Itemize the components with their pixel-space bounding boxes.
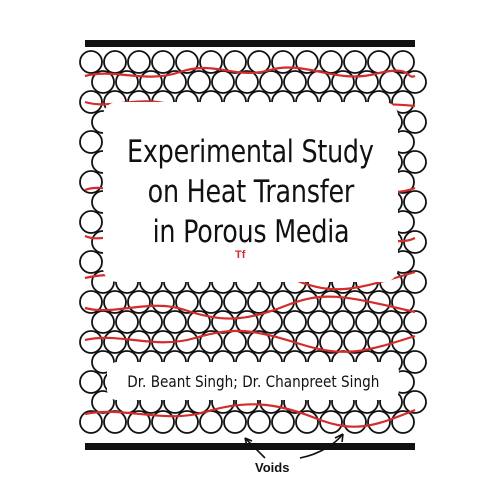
book-title-line-2: on Heat Transfer — [147, 174, 354, 210]
fluid-temperature-label: Tf — [235, 249, 246, 261]
particle-circle — [236, 311, 258, 333]
top-bar — [85, 40, 415, 47]
particle-circle — [248, 291, 270, 313]
particle-circle — [152, 291, 174, 313]
particle-circle — [80, 171, 102, 193]
particle-circle — [296, 331, 318, 353]
particle-circle — [404, 111, 426, 133]
particle-circle — [80, 331, 102, 353]
particle-circle — [92, 311, 114, 333]
particle-circle — [380, 311, 402, 333]
particle-circle — [200, 411, 222, 433]
particle-circle — [272, 411, 294, 433]
particle-circle — [80, 51, 102, 73]
particle-circle — [212, 71, 234, 93]
author-panel — [107, 362, 399, 400]
particle-circle — [404, 151, 426, 173]
voids-label: Voids — [255, 460, 290, 475]
particle-circle — [104, 411, 126, 433]
particle-circle — [260, 71, 282, 93]
particle-circle — [404, 351, 426, 373]
particle-circle — [404, 191, 426, 213]
particle-circle — [404, 311, 426, 333]
particle-circle — [224, 291, 246, 313]
particle-circle — [404, 391, 426, 413]
particle-circle — [224, 411, 246, 433]
particle-circle — [80, 91, 102, 113]
particle-circle — [140, 311, 162, 333]
particle-circle — [212, 311, 234, 333]
particle-circle — [284, 71, 306, 93]
particle-circle — [80, 251, 102, 273]
particle-circle — [80, 211, 102, 233]
particle-circle — [104, 331, 126, 353]
particle-circle — [128, 291, 150, 313]
particle-circle — [236, 71, 258, 93]
particle-circle — [116, 311, 138, 333]
particle-circle — [224, 331, 246, 353]
particle-circle — [332, 311, 354, 333]
particle-circle — [320, 291, 342, 313]
particle-circle — [320, 51, 342, 73]
particle-circle — [188, 71, 210, 93]
particle-circle — [344, 411, 366, 433]
particle-circle — [380, 71, 402, 93]
book-title-line-3: in Porous Media — [152, 214, 349, 250]
particle-circle — [152, 51, 174, 73]
particle-circle — [140, 71, 162, 93]
title-panel — [103, 102, 398, 282]
particle-circle — [80, 411, 102, 433]
particle-circle — [344, 51, 366, 73]
particle-circle — [356, 311, 378, 333]
particle-circle — [368, 51, 390, 73]
book-authors: Dr. Beant Singh; Dr. Chanpreet Singh — [126, 371, 380, 391]
particle-circle — [248, 411, 270, 433]
particle-circle — [80, 131, 102, 153]
particle-circle — [344, 291, 366, 313]
particle-circle — [104, 51, 126, 73]
particle-circle — [308, 311, 330, 333]
book-title-line-1: Experimental Study — [127, 134, 374, 170]
particle-circle — [164, 311, 186, 333]
particle-circle — [128, 51, 150, 73]
particle-circle — [404, 231, 426, 253]
particle-circle — [284, 311, 306, 333]
particle-circle — [200, 291, 222, 313]
book-cover — [85, 40, 415, 475]
particle-circle — [248, 51, 270, 73]
particle-circle — [80, 371, 102, 393]
